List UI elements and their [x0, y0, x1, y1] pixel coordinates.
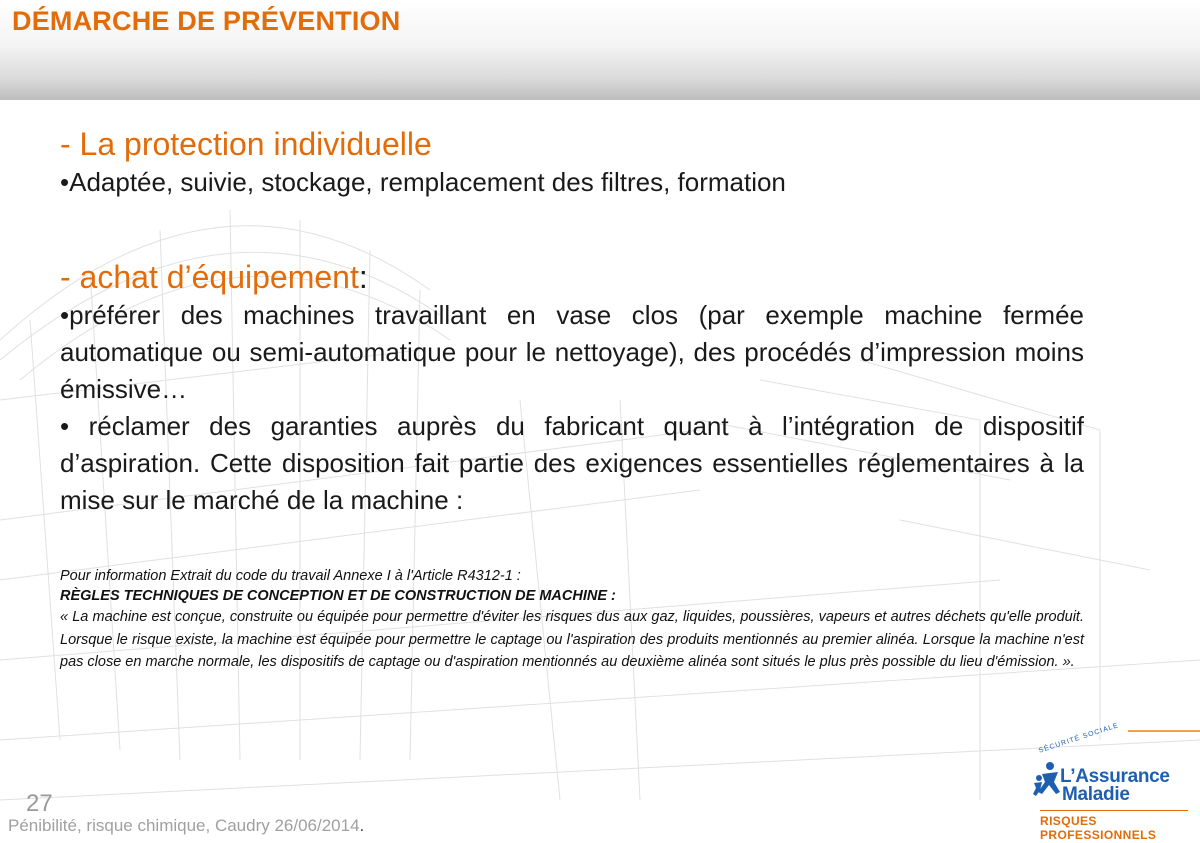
footer-text [8, 816, 364, 836]
note-title: RÈGLES TECHNIQUES DE CONCEPTION ET DE CONSTRUCTION DE MACHINE : [60, 588, 616, 604]
page-number: 27 [26, 790, 53, 817]
section-heading-equipment-label: - achat d’équipement [60, 259, 359, 295]
main-content [60, 124, 1084, 519]
legal-note [60, 566, 1084, 674]
assurance-maladie-logo [1022, 722, 1192, 842]
logo-name-line1: L’Assurance [1060, 766, 1170, 787]
section-heading-colon: : [358, 259, 368, 295]
section-heading-equipment [60, 257, 1084, 297]
logo-name-line2: Maladie [1062, 784, 1130, 805]
section-heading-protection: - La protection individuelle [60, 126, 432, 162]
slide-title: DÉMARCHE DE PRÉVENTION [12, 6, 401, 36]
bullet-machines: •préférer des machines travaillant en vase clos (par exemple machine fermée automatique ou semi-automatique pour le nettoyage), des procédés d’impression moins émissive… [60, 300, 1084, 404]
bullet-protection: •Adaptée, suivie, stockage, remplacement des filtres, formation [60, 167, 786, 197]
spacer [60, 201, 1084, 257]
bullet-guarantees: • réclamer des garanties auprès du fabricant quant à l’intégration de dispositif d’aspiration. Cette disposition fait partie des exigences essentielles réglementaires à la mise sur le marché de la machine : [60, 411, 1084, 515]
orange-divider [1128, 730, 1200, 732]
note-text: « La machine est conçue, construite ou équipée pour permettre d'éviter les risques dus aux gaz, liquides, poussières, vapeurs et autres déchets qu'elle produit. Lorsque le risque existe, la machine est équipée pour permettre le captage ou l'aspiration des produits mentionnés au premier alinéa. Lorsque la machine n'est pas close en marche normale, les dispositifs de captage ou d'aspiration mentionnés au deuxième alinéa sont situés le plus près possible du lieu d'émission. ». [60, 609, 1084, 670]
footer-caption: Pénibilité, risque chimique, Caudry 26/06/2014 [8, 816, 360, 835]
footer-dot: . [359, 816, 365, 835]
logo-rule [1040, 810, 1188, 811]
logo-name [1060, 768, 1170, 804]
note-intro: Pour information Extrait du code du travail Annexe I à l'Article R4312-1 : [60, 568, 521, 584]
logo-seal-text: SÉCURITÉ SOCIALE [1038, 722, 1120, 755]
logo-subtitle: RISQUES PROFESSIONNELS [1040, 814, 1157, 842]
